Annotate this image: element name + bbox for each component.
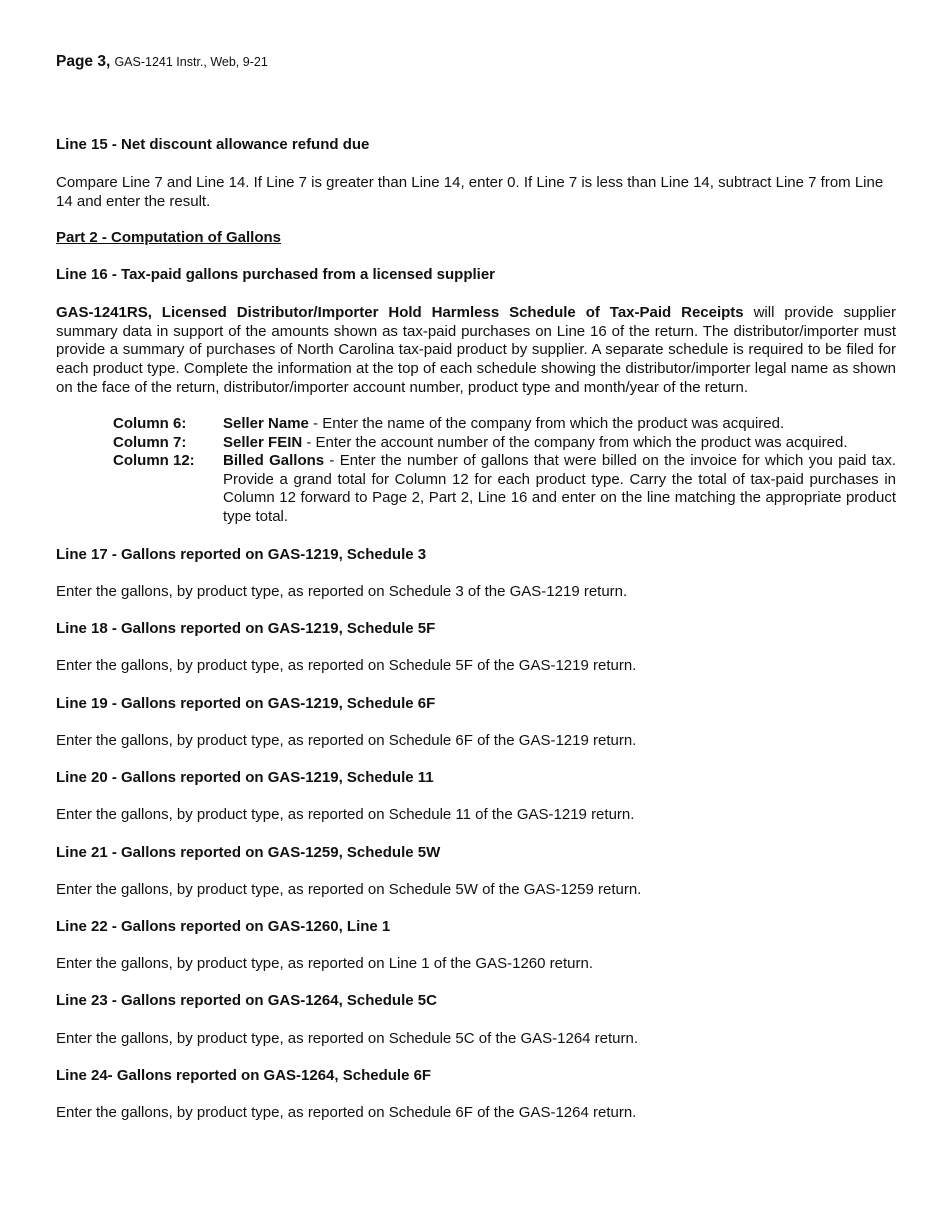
line-18-body: Enter the gallons, by product type, as reported on Schedule 5F of the GAS-1219 return. xyxy=(56,657,637,674)
form-identifier: GAS-1241 Instr., Web, 9-21 xyxy=(114,55,268,69)
line-17-body: Enter the gallons, by product type, as reported on Schedule 3 of the GAS-1219 return. xyxy=(56,583,628,600)
column-label: Column 7: xyxy=(113,433,187,451)
line-17-heading: Line 17 - Gallons reported on GAS-1219, Schedule 3 xyxy=(56,546,427,563)
line-24-body: Enter the gallons, by product type, as reported on Schedule 6F of the GAS-1264 return. xyxy=(56,1104,637,1121)
line-24-heading: Line 24- Gallons reported on GAS-1264, Schedule 6F xyxy=(56,1067,432,1084)
line-18-heading: Line 18 - Gallons reported on GAS-1219, Schedule 5F xyxy=(56,620,436,637)
column-7-row xyxy=(113,434,896,453)
line-19-heading: Line 19 - Gallons reported on GAS-1219, Schedule 6F xyxy=(56,695,436,712)
line-16-body xyxy=(56,304,896,398)
line-20-heading: Line 20 - Gallons reported on GAS-1219, Schedule 11 xyxy=(56,769,434,786)
page-header xyxy=(56,53,268,71)
line-19-body: Enter the gallons, by product type, as reported on Schedule 6F of the GAS-1219 return. xyxy=(56,732,637,749)
schedule-title: GAS-1241RS, Licensed Distributor/Importer Hold Harmless Schedule of Tax-Paid Receipts xyxy=(56,304,744,321)
line-23-body: Enter the gallons, by product type, as reported on Schedule 5C of the GAS-1264 return. xyxy=(56,1030,639,1047)
column-term: Seller FEIN xyxy=(223,433,303,451)
line-22-body: Enter the gallons, by product type, as reported on Line 1 of the GAS-1260 return. xyxy=(56,955,593,972)
line-16-body-text: will provide supplier summary data in support of the amounts shown as tax-paid purchases on Line 16 of the return. The distributor/importer must provide a summary of purchases of North Carolina tax-paid product by supplier. A separate schedule is required to be filed for each product type. Complete the information at the top of each schedule showing the distributor/importer legal name as shown on the face of the return, distributor/importer account number, product type and month/year of the return. xyxy=(56,304,896,396)
column-label: Column 6: xyxy=(113,415,187,432)
line-22-heading: Line 22 - Gallons reported on GAS-1260, Line 1 xyxy=(56,918,391,935)
column-12-row xyxy=(113,452,896,526)
line-16-heading: Line 16 - Tax-paid gallons purchased from a licensed supplier xyxy=(56,266,495,283)
line-21-heading: Line 21 - Gallons reported on GAS-1259, Schedule 5W xyxy=(56,844,441,861)
column-description: - Enter the account number of the company from which the product was acquired. xyxy=(302,433,848,451)
column-term: Seller Name xyxy=(223,415,309,432)
column-description: - Enter the name of the company from which the product was acquired. xyxy=(308,415,785,432)
column-instructions xyxy=(113,415,896,527)
column-description: - Enter the number of gallons that were billed on the invoice for which you paid tax. Provide a grand total for Column 12 for each product type. Carry the total of tax-paid purchases in Column 12 forward to Page 2, Part 2, Line 16 and enter on the line matching the appropriate product type total. xyxy=(223,452,896,525)
part-2-heading: Part 2 - Computation of Gallons xyxy=(56,229,282,246)
line-23-heading: Line 23 - Gallons reported on GAS-1264, Schedule 5C xyxy=(56,992,437,1009)
line-21-body: Enter the gallons, by product type, as reported on Schedule 5W of the GAS-1259 return. xyxy=(56,881,642,898)
page-number: Page 3, xyxy=(56,53,111,70)
column-term: Billed Gallons xyxy=(223,452,325,470)
column-label: Column 12: xyxy=(113,452,195,470)
column-6-row xyxy=(113,415,896,434)
line-20-body: Enter the gallons, by product type, as reported on Schedule 11 of the GAS-1219 return. xyxy=(56,806,635,823)
line-15-body: Compare Line 7 and Line 14. If Line 7 is greater than Line 14, enter 0. If Line 7 is less than Line 14, subtract Line 7 from Line 14 and enter the result. xyxy=(56,174,884,210)
line-15-heading: Line 15 - Net discount allowance refund due xyxy=(56,136,370,153)
